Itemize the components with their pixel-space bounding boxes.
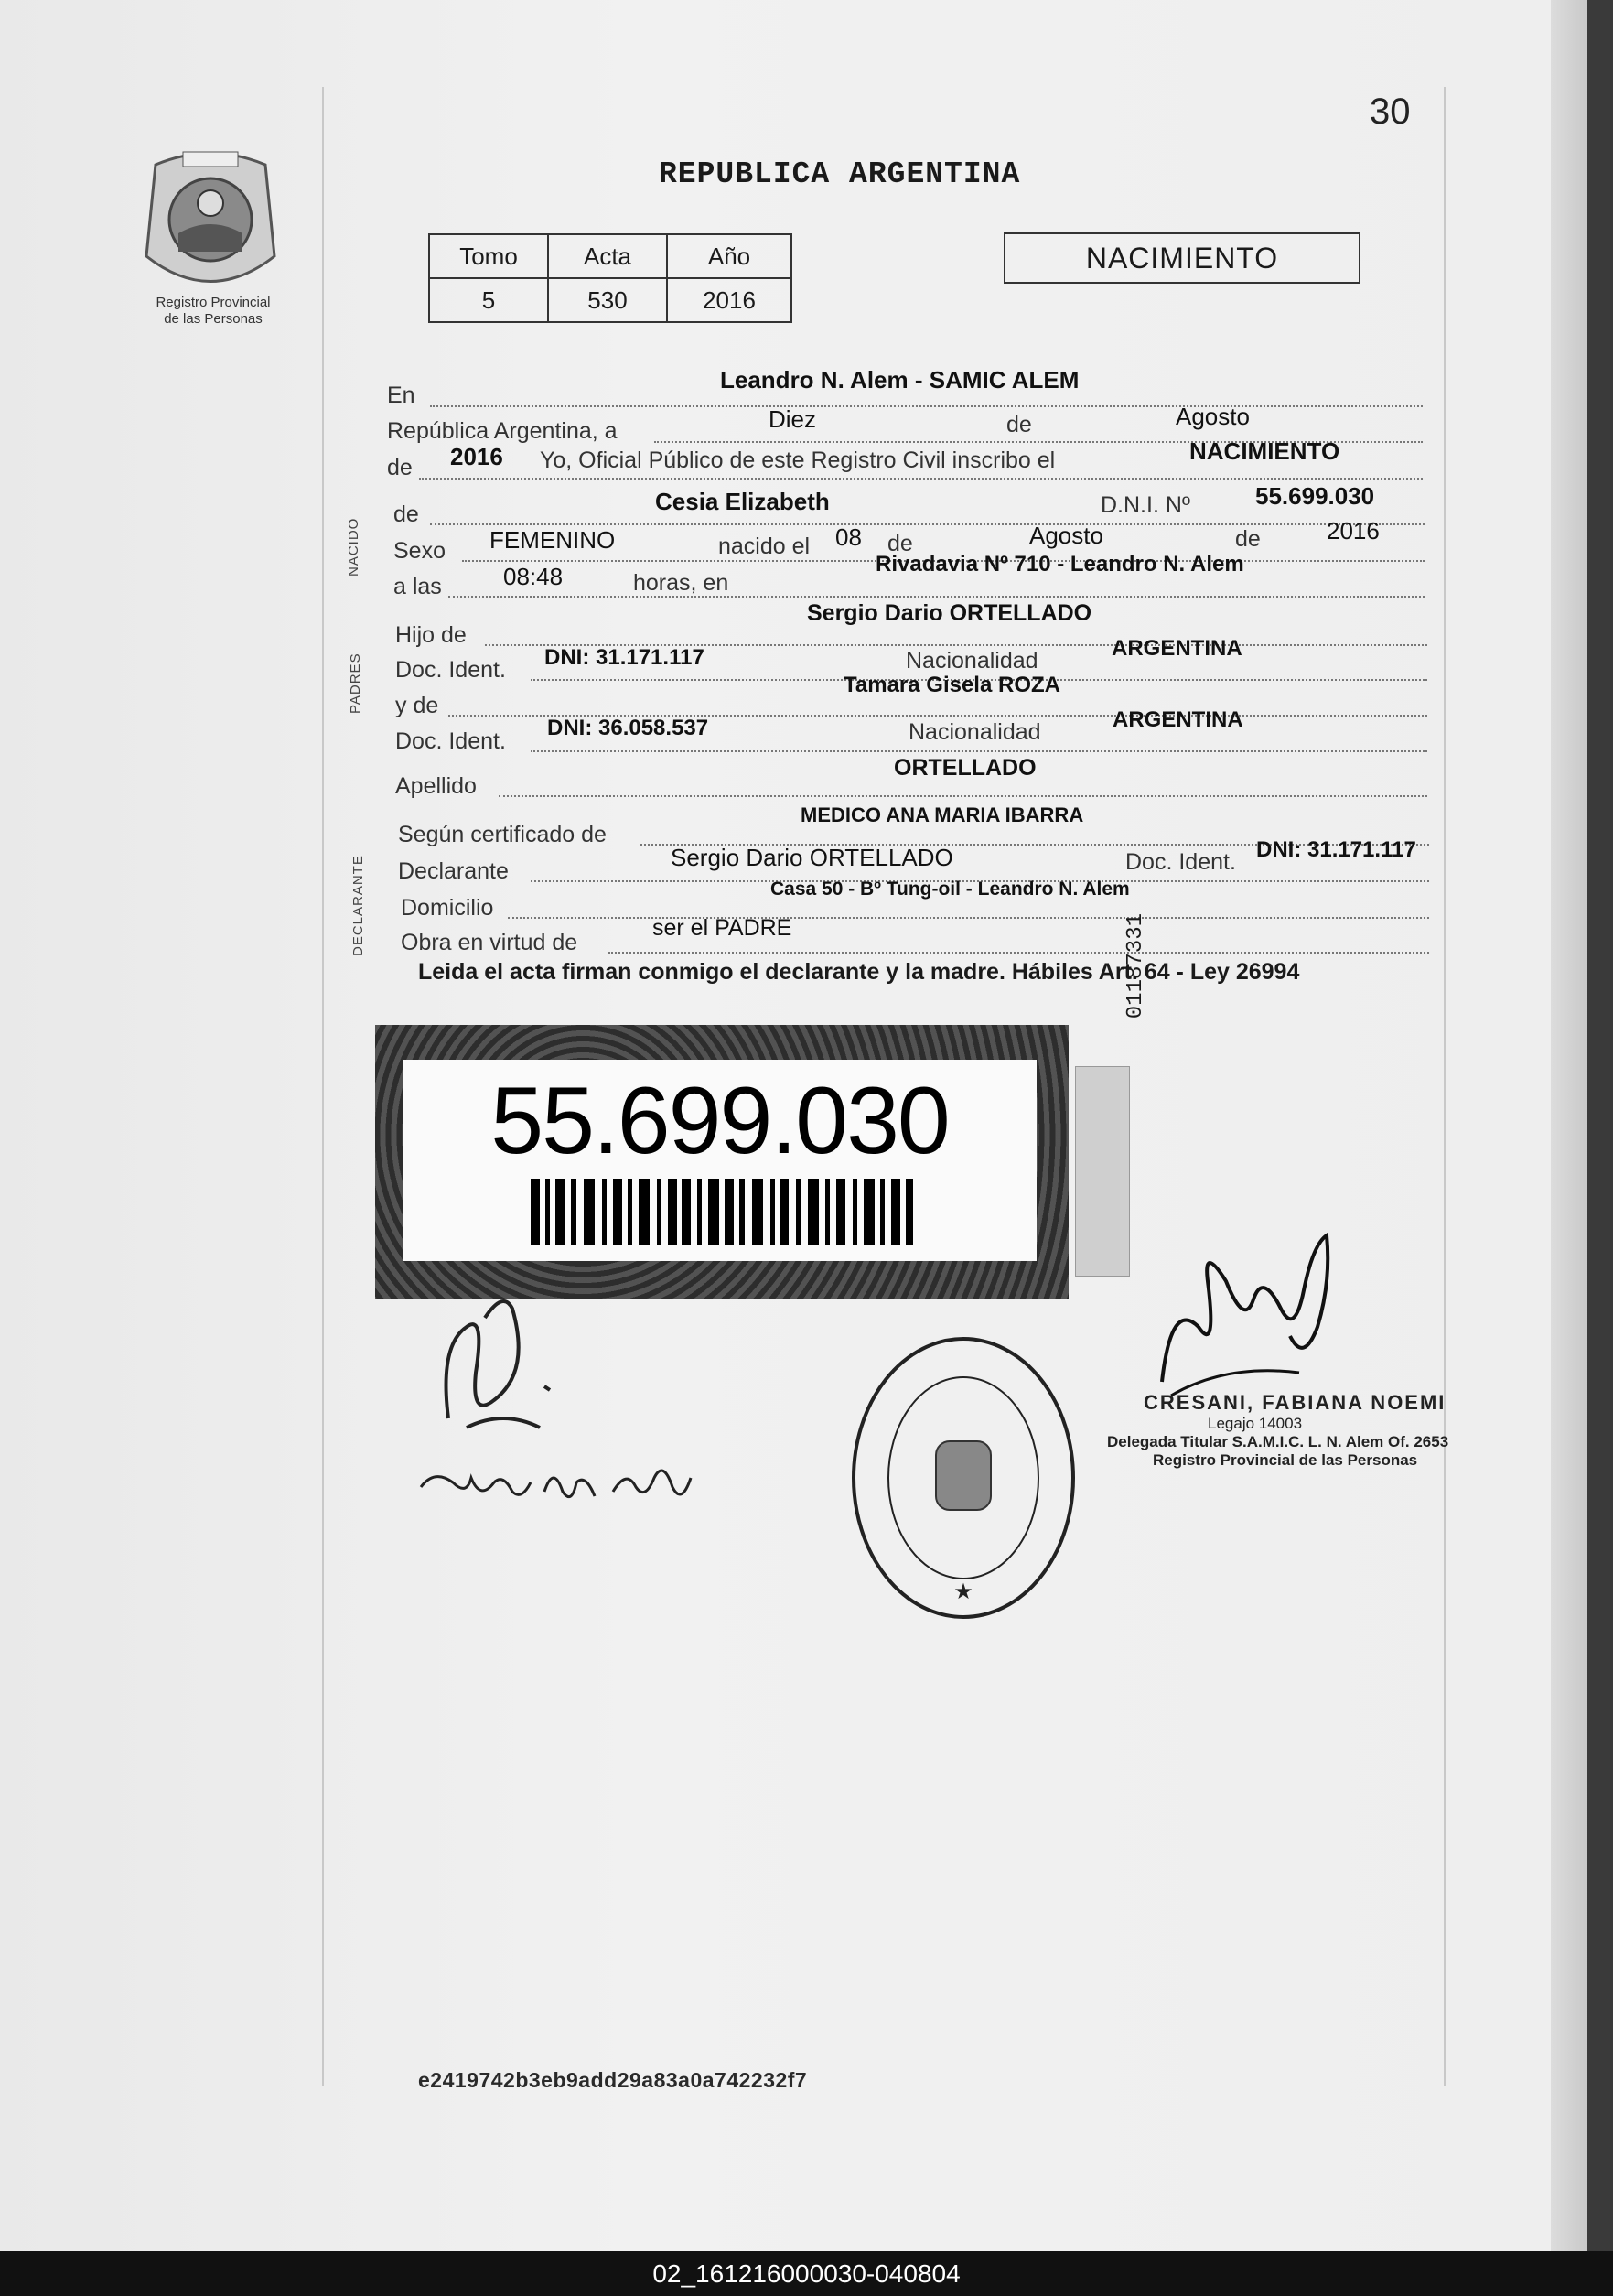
mother-doc: DNI: 36.058.537 (547, 716, 709, 740)
dotted-line (499, 795, 1427, 797)
label-nacionalidad-2: Nacionalidad (909, 719, 1041, 745)
label-republica: República Argentina, a (387, 418, 618, 444)
value-anio: 2016 (667, 278, 791, 322)
record-type-box: NACIMIENTO (1004, 232, 1360, 284)
header-anio: Año (667, 234, 791, 278)
label-nacido-el: nacido el (718, 534, 811, 559)
mother-nationality: ARGENTINA (1113, 707, 1243, 732)
page-edge (1551, 0, 1587, 2251)
birth-hour: 08:48 (503, 563, 564, 590)
file-id-bar: 02_161216000030-040804 (0, 2251, 1613, 2296)
label-de-year: de (387, 455, 413, 480)
label-de-3: de (1235, 526, 1261, 552)
label-nacionalidad: Nacionalidad (906, 648, 1038, 674)
officer-office: Registro Provincial de las Personas (1153, 1451, 1418, 1469)
label-doc-ident-2: Doc. Ident. (395, 728, 506, 754)
sticker-serial-box (1075, 913, 1148, 1277)
officer-legajo: Legajo 14003 (1208, 1415, 1303, 1432)
dotted-line (430, 523, 1425, 525)
document-title: REPUBLICA ARGENTINA (659, 157, 1021, 191)
dotted-line (448, 596, 1425, 598)
officer-name: CRESANI, FABIANA NOEMI (1144, 1391, 1446, 1414)
date-day: Diez (769, 405, 817, 433)
father-nationality: ARGENTINA (1112, 636, 1242, 661)
father-doc: DNI: 31.171.117 (544, 645, 704, 670)
right-margin-line (1444, 87, 1446, 2086)
birth-month: Agosto (1029, 522, 1103, 549)
dotted-line (419, 478, 1423, 480)
officer-role: Delegada Titular S.A.M.I.C. L. N. Alem Of. 2653 (1107, 1433, 1449, 1450)
folio-number: 30 (1370, 92, 1411, 132)
label-doc-ident: Doc. Ident. (395, 657, 506, 683)
officer-signature (1144, 1226, 1354, 1418)
svg-text:★: ★ (953, 1579, 973, 1604)
declarant-doc: DNI: 31.171.117 (1256, 837, 1416, 862)
provincial-seal-logo (137, 146, 284, 302)
sticker-serial: 01187331 (1124, 913, 1148, 1019)
barcode (531, 1179, 915, 1245)
birth-day: 08 (835, 523, 862, 551)
child-sex: FEMENINO (489, 526, 616, 554)
dotted-line (531, 750, 1427, 752)
label-de: de (1006, 412, 1032, 437)
value-acta: 530 (548, 278, 667, 322)
closing-statement: Leida el acta firman conmigo el declarante y la madre. Hábiles Art. 64 - Ley 26994 (418, 959, 1300, 985)
registry-table (428, 233, 792, 323)
section-label-declarante: DECLARANTE (350, 855, 366, 956)
child-name: Cesia Elizabeth (655, 488, 830, 515)
label-y-de: y de (395, 693, 439, 718)
dotted-line (508, 917, 1429, 919)
logo-caption-line2: de las Personas (164, 311, 263, 327)
dni-sticker (375, 1025, 1069, 1299)
sticker-dni-number: 55.699.030 (490, 1068, 949, 1174)
document-hash: e2419742b3eb9add29a83a0a742232f7 (418, 2068, 808, 2092)
certificate-issuer: MEDICO ANA MARIA IBARRA (801, 803, 1084, 826)
inscribed-type: NACIMIENTO (1189, 437, 1340, 465)
label-dni: D.N.I. Nº (1101, 492, 1191, 518)
delegation-round-seal (846, 1331, 1081, 1624)
mother-signature (416, 1450, 700, 1519)
year-value: 2016 (450, 443, 503, 470)
surname-value: ORTELLADO (894, 755, 1037, 781)
father-name: Sergio Dario ORTELLADO (807, 600, 1092, 626)
label-horas-en: horas, en (633, 570, 729, 596)
label-de-name: de (393, 501, 419, 527)
left-margin-line (322, 87, 324, 2086)
registrar-text: Yo, Oficial Público de este Registro Civil inscribo el (540, 447, 1056, 473)
birth-year: 2016 (1327, 517, 1380, 544)
label-en: En (387, 383, 415, 408)
label-a-las: a las (393, 574, 442, 599)
child-dni: 55.699.030 (1255, 482, 1375, 510)
label-declarante: Declarante (398, 858, 509, 884)
dotted-line (430, 405, 1423, 407)
place-value: Leandro N. Alem - SAMIC ALEM (720, 366, 1080, 393)
label-de-2: de (887, 531, 913, 556)
birth-place: Rivadavia Nº 710 - Leandro N. Alem (876, 552, 1244, 577)
date-month: Agosto (1176, 403, 1250, 430)
logo-caption-line1: Registro Provincial (156, 295, 271, 310)
declarant-signature (430, 1290, 567, 1446)
section-label-nacido: NACIDO (346, 517, 361, 577)
officer-stamp (1107, 1391, 1510, 1470)
label-apellido: Apellido (395, 773, 477, 799)
label-hijo-de: Hijo de (395, 622, 467, 648)
declarant-name: Sergio Dario ORTELLADO (671, 844, 953, 871)
label-domicilio: Domicilio (401, 895, 494, 921)
mother-name: Tamara Gisela ROZA (844, 673, 1060, 697)
label-segun-certificado: Según certificado de (398, 822, 607, 847)
section-label-padres: PADRES (348, 652, 363, 714)
header-acta: Acta (548, 234, 667, 278)
scan-border (1587, 0, 1613, 2251)
header-tomo: Tomo (429, 234, 548, 278)
declarant-relation: ser el PADRE (652, 915, 792, 941)
logo-caption (126, 295, 300, 328)
label-doc-ident-3: Doc. Ident. (1125, 849, 1236, 875)
value-tomo: 5 (429, 278, 548, 322)
sticker-label (403, 1060, 1037, 1261)
declarant-address: Casa 50 - Bº Tung-oil - Leandro N. Alem (770, 879, 1130, 900)
label-sexo: Sexo (393, 538, 446, 564)
label-obra-en-virtud: Obra en virtud de (401, 930, 578, 955)
dotted-line (608, 952, 1429, 954)
